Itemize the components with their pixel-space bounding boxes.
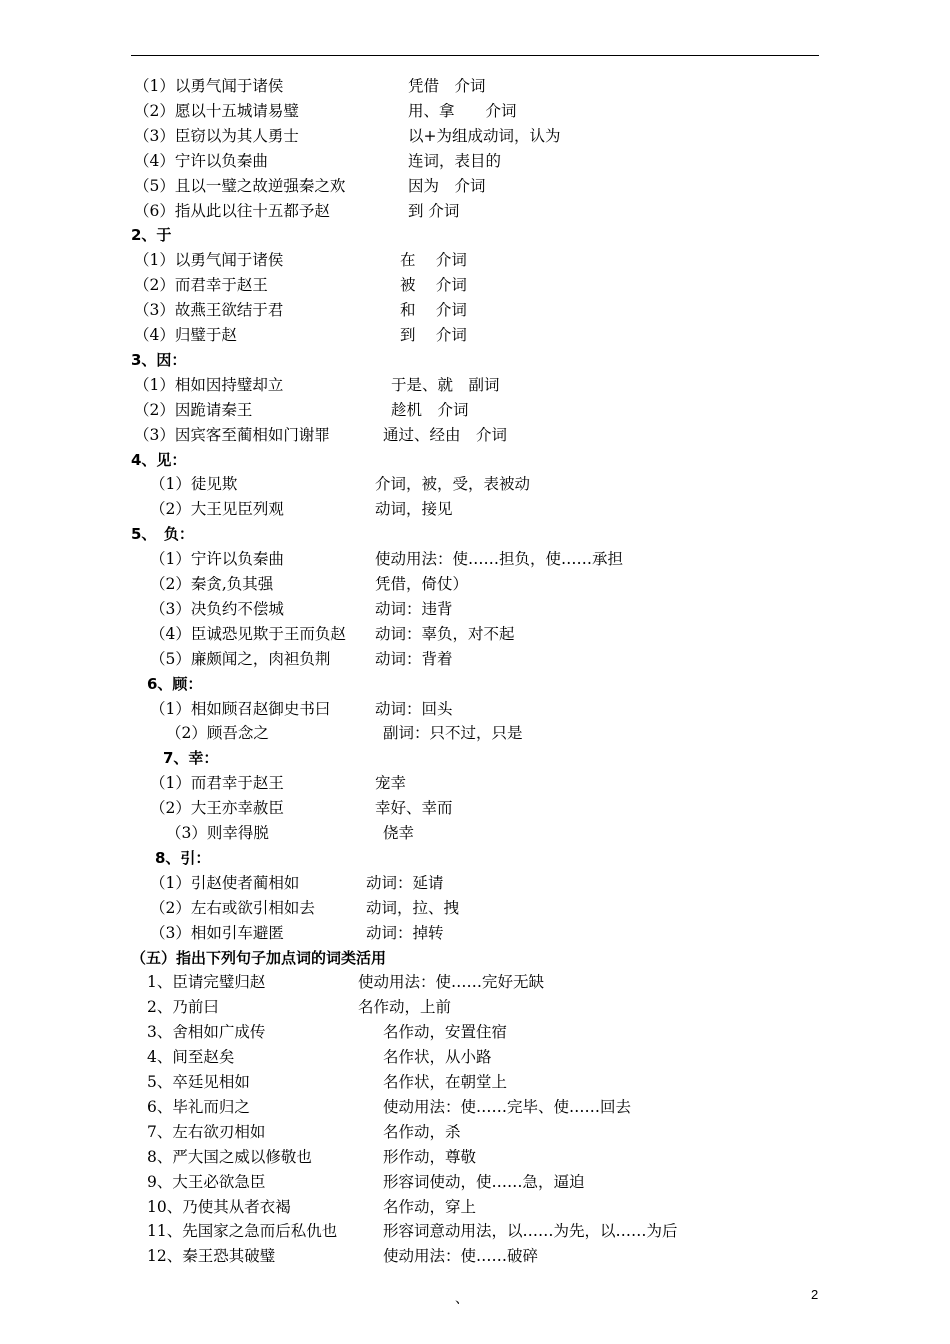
entry-meaning: 幸好、幸而 [375, 799, 453, 818]
entry-term: 2、乃前曰 [147, 998, 219, 1017]
entry-term: 6、毕礼而归之 [147, 1097, 250, 1116]
entry-meaning: 凭借，倚仗） [375, 575, 469, 593]
entry-meaning: 名作动，穿上 [383, 1197, 477, 1216]
entry-term: （2）大王亦幸赦臣 [150, 799, 284, 818]
heading-text: 6、顾： [147, 674, 203, 693]
entry-term: （3）决负约不偿城 [150, 599, 284, 618]
entry-meaning: 形容词意动用法，以……为先，以……为后 [383, 1222, 678, 1241]
page-number: 2 [811, 1287, 819, 1302]
entry-meaning: 被 介词 [400, 276, 467, 295]
entry-meaning: 动词，拉、拽 [366, 898, 460, 917]
entry-meaning: 到 介词 [400, 326, 467, 344]
entry-term: （2）而君幸于赵王 [134, 276, 268, 295]
entry-term: （2）左右或欲引相如去 [150, 898, 315, 917]
entry-meaning: 趁机 介词 [391, 400, 469, 419]
entry-term: （5）且以一璧之故逆强秦之欢 [134, 176, 346, 195]
entry-meaning: 形作动，尊敬 [383, 1147, 477, 1166]
entry-term: （2）秦贪,负其强 [150, 575, 274, 593]
heading-text: 8、引： [155, 848, 211, 867]
entry-term: （1）引赵使者蔺相如 [150, 873, 300, 892]
entry-meaning: 用、拿 介词 [408, 101, 517, 120]
entry-meaning: 使动用法：使……担负，使……承担 [375, 550, 624, 569]
entry-meaning: 因为 介词 [408, 176, 486, 195]
entry-meaning: 名作状，在朝堂上 [383, 1073, 508, 1091]
entry-term: （1）相如因持璧却立 [134, 375, 284, 394]
entry-term: 11、先国家之急而后私仇也 [147, 1222, 338, 1241]
entry-meaning: 动词，接见 [375, 500, 453, 519]
entry-meaning: 凭借 介词 [408, 77, 486, 95]
entry-term: 9、大王必欲急臣 [147, 1172, 266, 1191]
entry-term: （3）故燕王欲结于君 [134, 301, 284, 320]
entry-meaning: 副词：只不过，只是 [383, 724, 523, 743]
entry-term: 7、左右欲刃相如 [147, 1122, 266, 1141]
entry-meaning: 名作动，杀 [383, 1122, 461, 1141]
entry-term: 3、舍相如广成传 [147, 1023, 266, 1042]
entry-term: （1）宁许以负秦曲 [150, 550, 284, 569]
entry-meaning: 介词，被，受，表被动 [375, 475, 531, 494]
header-rule [131, 55, 819, 56]
footer-mark: 、 [455, 1291, 469, 1307]
entry-term: （3）则幸得脱 [166, 824, 269, 842]
entry-term: 12、秦王恐其破璧 [147, 1247, 276, 1266]
entry-term: （2）顾吾念之 [166, 724, 269, 743]
entry-term: （3）相如引车避匿 [150, 923, 284, 942]
entry-term: （3）臣窃以为其人勇士 [134, 126, 299, 145]
entry-term: （1）以勇气闻于诸侯 [134, 251, 284, 270]
entry-term: 8、严大国之威以修敬也 [147, 1147, 312, 1166]
entry-meaning: 宠幸 [375, 774, 407, 793]
entry-meaning: 动词：延请 [366, 873, 444, 892]
heading-text: 4、见： [131, 450, 187, 469]
entry-term: （2）愿以十五城请易璧 [134, 101, 299, 120]
entry-meaning: 动词：违背 [375, 599, 453, 618]
entry-term: （1）相如顾召赵御史书曰 [150, 699, 331, 718]
entry-meaning: 连词，表目的 [408, 151, 502, 170]
entry-term: （5）廉颇闻之，肉袒负荆 [150, 649, 331, 668]
entry-meaning: 动词：回头 [375, 699, 453, 718]
entry-meaning: 名作动，安置住宿 [383, 1023, 508, 1042]
heading-text: 3、因： [131, 350, 187, 369]
entry-meaning: 使动用法：使……破碎 [383, 1247, 539, 1266]
heading-text: 7、幸： [163, 749, 219, 768]
entry-meaning: 动词：背着 [375, 649, 453, 668]
entry-term: （4）归璧于赵 [134, 326, 237, 344]
entry-meaning: 到 介词 [408, 201, 460, 220]
entry-term: （1）而君幸于赵王 [150, 774, 284, 793]
heading-text: 5、 负： [131, 525, 194, 544]
entry-meaning: 使动用法：使……完好无缺 [358, 973, 545, 992]
entry-term: （3）因宾客至蔺相如门谢罪 [134, 425, 330, 444]
entry-meaning: 通过、经由 介词 [383, 425, 508, 444]
entry-meaning: 以+为组成动词，认为 [408, 126, 561, 145]
heading-text: （五）指出下列句子加点词的词类活用 [131, 948, 387, 967]
entry-meaning: 名作状，从小路 [383, 1048, 492, 1067]
entry-meaning: 名作动，上前 [358, 998, 452, 1017]
entry-term: （2）大王见臣列观 [150, 500, 284, 519]
entry-term: 4、间至赵矣 [147, 1048, 235, 1067]
entry-meaning: 和 介词 [400, 301, 467, 320]
entry-term: （4）宁许以负秦曲 [134, 151, 268, 170]
entry-meaning: 于是、就 副词 [391, 375, 500, 394]
entry-term: （1）以勇气闻于诸侯 [134, 77, 284, 95]
entry-meaning: 侥幸 [383, 824, 415, 842]
entry-meaning: 动词：辜负，对不起 [375, 624, 515, 643]
entry-term: 5、卒廷见相如 [147, 1073, 250, 1091]
entry-meaning: 在 介词 [400, 251, 467, 270]
entry-meaning: 动词：掉转 [366, 923, 444, 942]
entry-term: 10、乃使其从者衣褐 [147, 1197, 291, 1216]
entry-meaning: 使动用法：使……完毕、使……回去 [383, 1097, 632, 1116]
heading-text: 2、于 [131, 226, 172, 245]
entry-term: （6）指从此以往十五都予赵 [134, 201, 330, 220]
entry-term: （4）臣诚恐见欺于王而负赵 [150, 624, 346, 643]
entry-meaning: 形容词使动，使……急，逼迫 [383, 1172, 585, 1191]
entry-term: 1、臣请完璧归赵 [147, 973, 266, 992]
entry-term: （2）因跪请秦王 [134, 400, 253, 419]
entry-term: （1）徒见欺 [150, 475, 238, 494]
